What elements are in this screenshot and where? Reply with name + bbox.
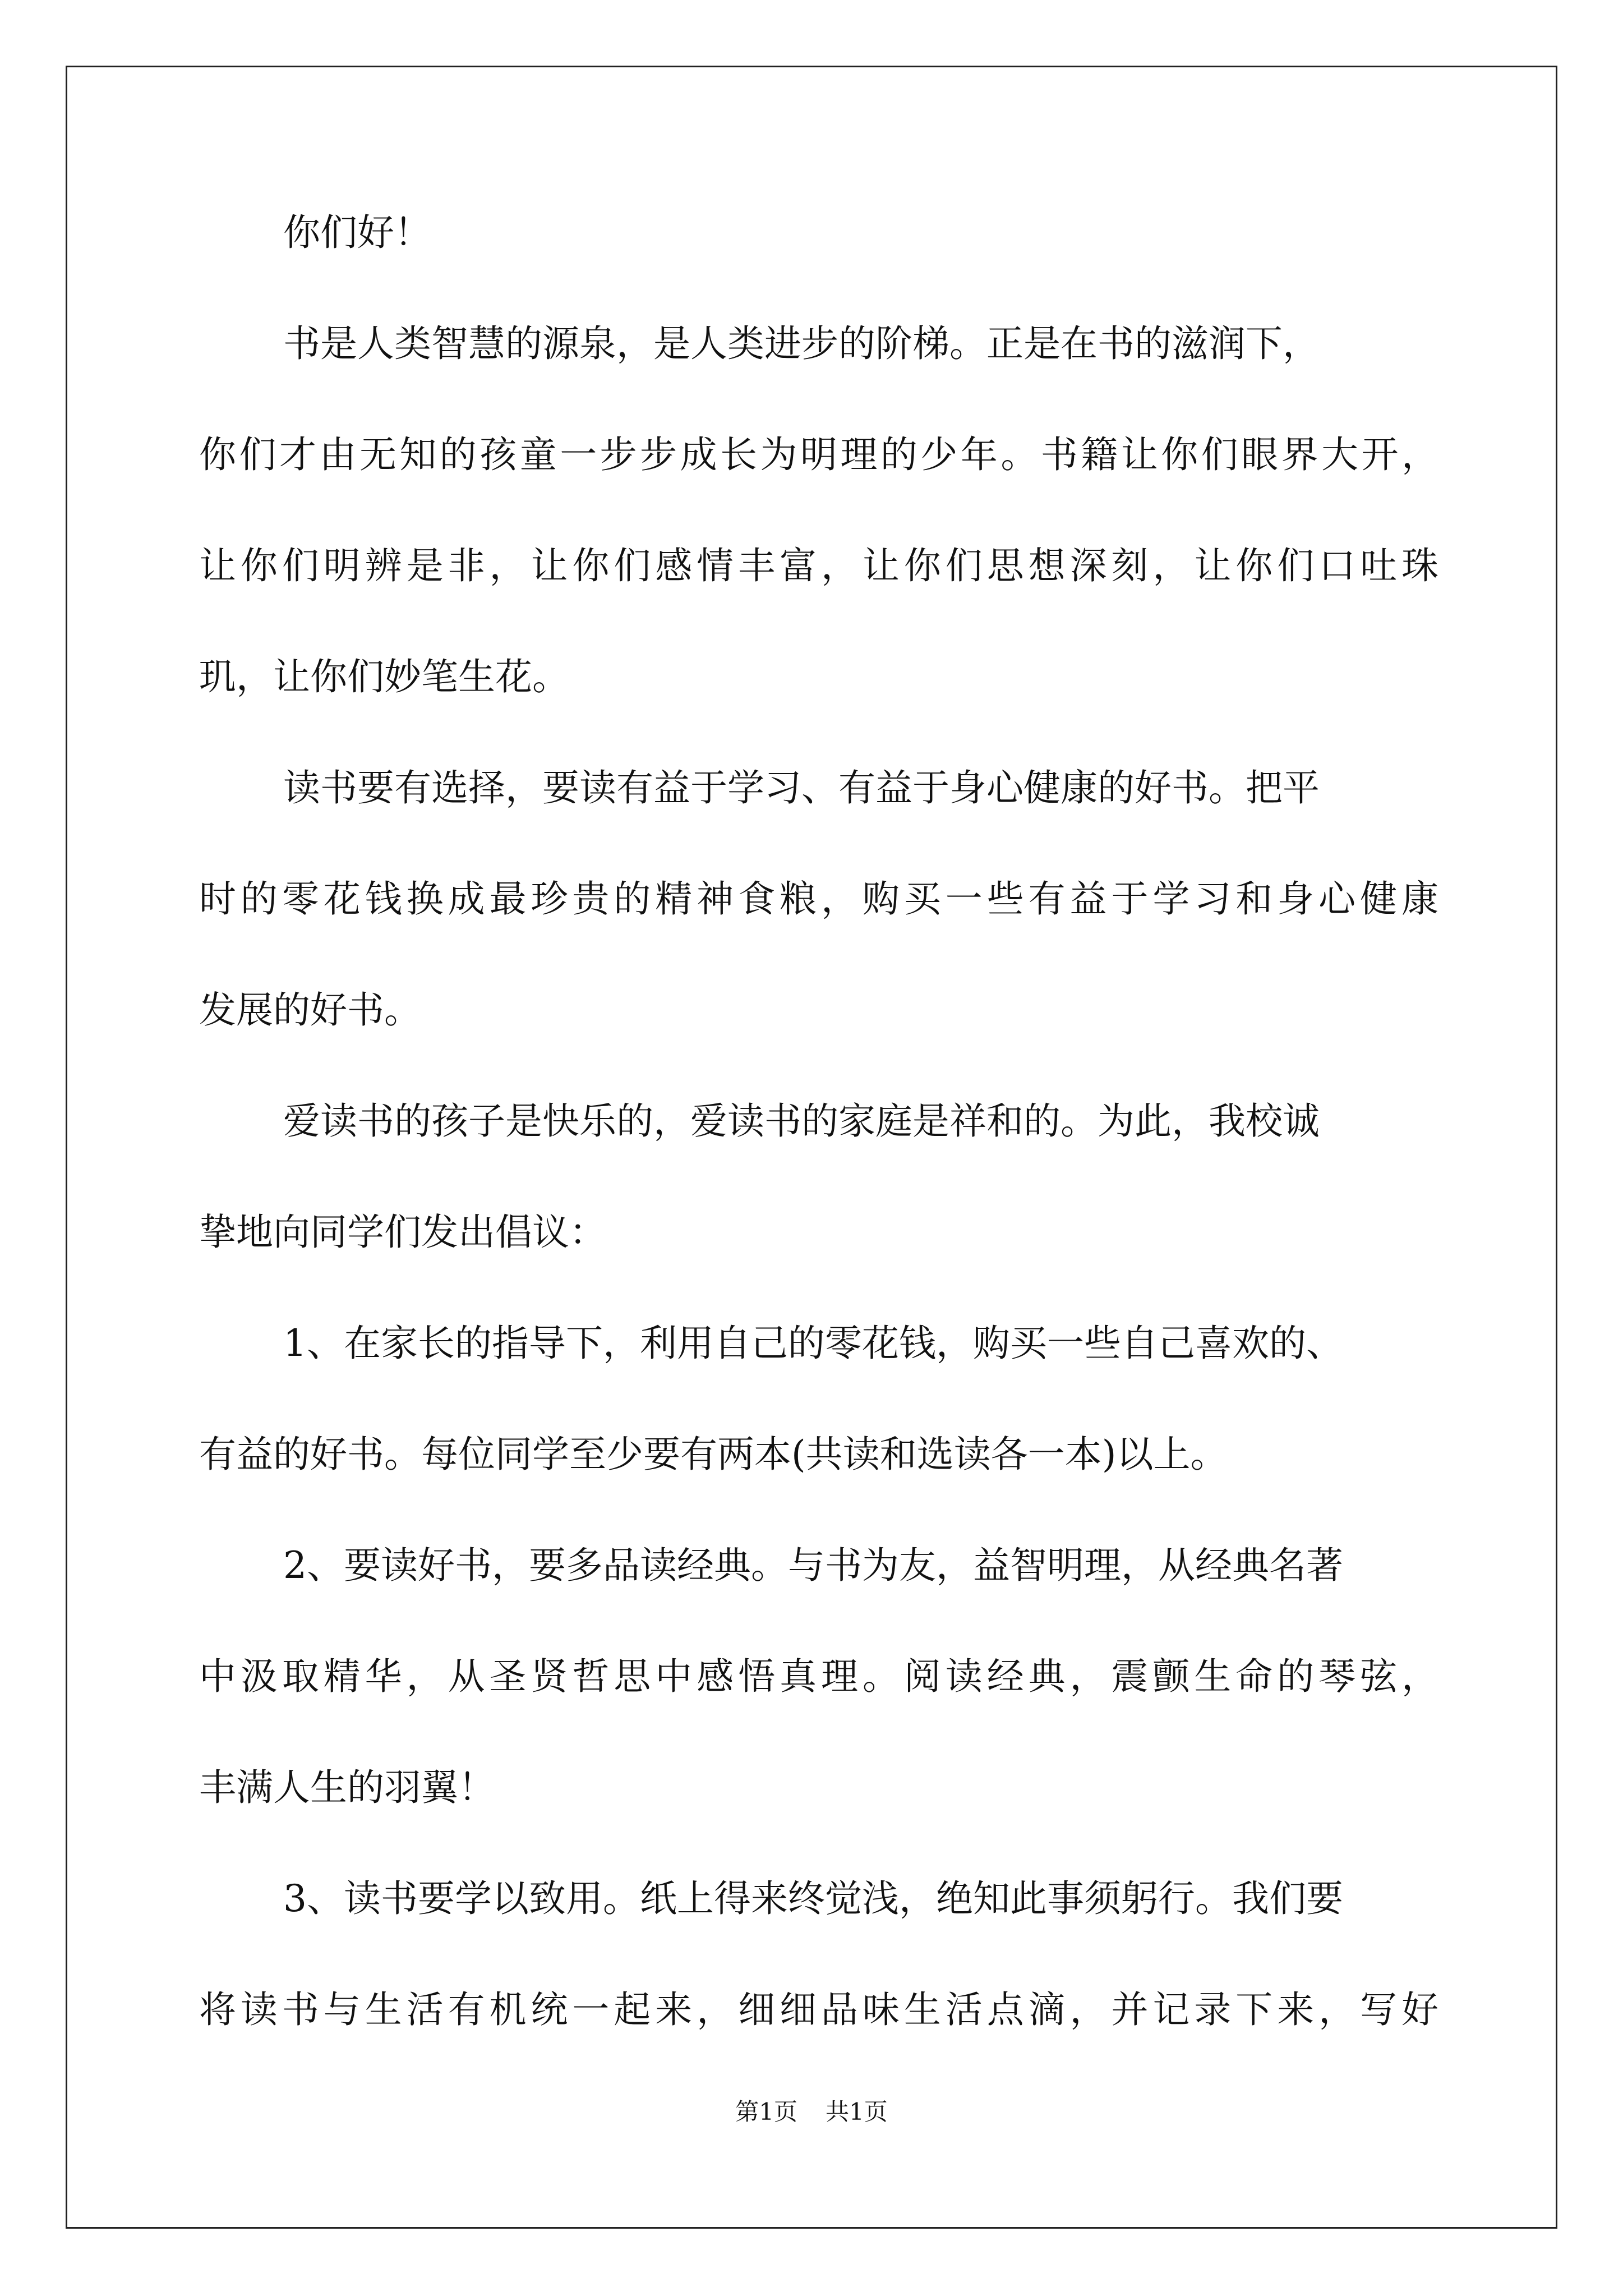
text-line: 将读书与生活有机统一起来，细细品味生活点滴，并记录下来，写好 — [199, 1988, 1438, 2031]
text-line: 丰满人生的羽翼！ — [199, 1766, 495, 1809]
text-line: 1、在家长的指导下，利用自己的零花钱，购买一些自己喜欢的、 — [283, 1322, 1343, 1365]
text-line: 发展的好书。 — [199, 988, 421, 1032]
text-line: 中汲取精华，从圣贤哲思中感悟真理。阅读经典，震颤生命的琴弦， — [199, 1655, 1438, 1698]
text-line: 你们好！ — [283, 211, 431, 254]
page-number-current: 第1页 — [735, 2098, 797, 2125]
text-line: 3、读书要学以致用。纸上得来终觉浅，绝知此事须躬行。我们要 — [283, 1877, 1343, 1920]
text-line: 2、要读好书，要多品读经典。与书为友，益智明理，从经典名著 — [283, 1544, 1343, 1587]
text-line: 书是人类智慧的源泉，是人类进步的阶梯。正是在书的滋润下， — [283, 322, 1320, 365]
text-line: 你们才由无知的孩童一步步成长为明理的少年。书籍让你们眼界大开， — [199, 433, 1438, 476]
text-line: 玑，让你们妙笔生花。 — [199, 655, 569, 698]
text-line: 爱读书的孩子是快乐的，爱读书的家庭是祥和的。为此，我校诚 — [283, 1099, 1320, 1143]
text-line: 挚地向同学们发出倡议： — [199, 1211, 606, 1254]
text-line: 读书要有选择，要读有益于学习、有益于身心健康的好书。把平 — [283, 766, 1320, 809]
text-line: 让你们明辨是非，让你们感情丰富，让你们思想深刻，让你们口吐珠 — [199, 544, 1438, 587]
text-line: 有益的好书。每位同学至少要有两本(共读和选读各一本)以上。 — [199, 1433, 1228, 1476]
page-footer — [0, 2095, 1623, 2129]
text-line: 时的零花钱换成最珍贵的精神食粮，购买一些有益于学习和身心健康 — [199, 877, 1438, 921]
page-number-total: 共1页 — [826, 2098, 888, 2125]
